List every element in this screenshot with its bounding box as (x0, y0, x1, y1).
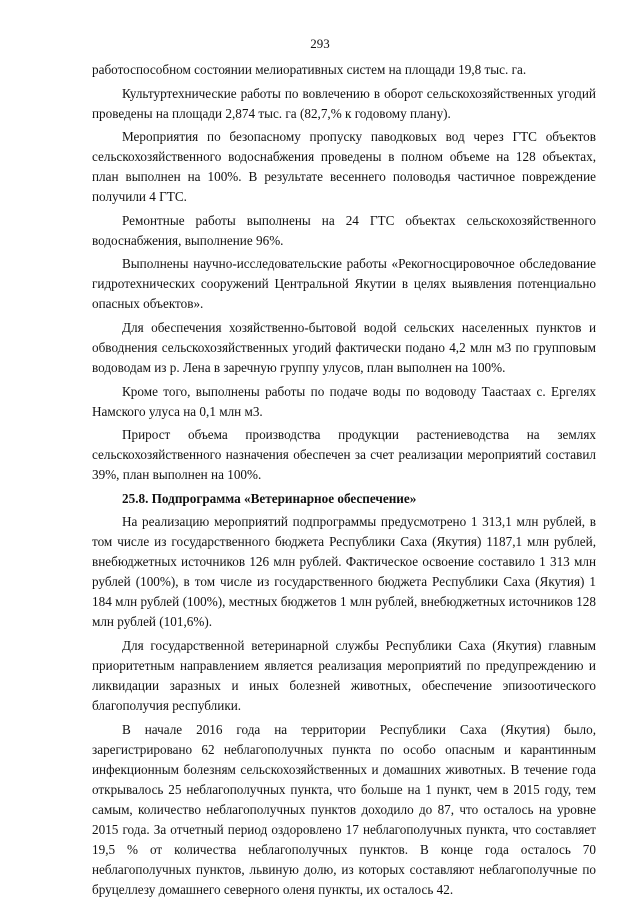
paragraph: Ремонтные работы выполнены на 24 ГТС объектах сельскохозяйственного водоснабжения, выполнение 96%. (92, 212, 596, 248)
paragraph: Выполнены научно-исследовательские работы «Рекогносцировочное обследование гидротехнических сооружений Центральной Якутии в целях выявления потенциально опасных объектов». (92, 256, 596, 312)
paragraph: Для государственной ветеринарной службы Республики Саха (Якутия) главным приоритетным направлением является реализация мероприятий по предупреждению и ликвидации заразных и иных болезней животных, обеспечение эпизоотического благополучия республики. (92, 637, 596, 713)
paragraph: Прирост объема производства продукции растениеводства на землях сельскохозяйственного назначения обеспечен за счет реализации мероприятий составил 39%, план выполнен на 100%. (92, 427, 596, 483)
paragraph: Мероприятия по безопасному пропуску паводковых вод через ГТС объектов сельскохозяйственного водоснабжения проведены в полном объеме на 128 объектах, план выполнен на 100%. В результате весеннего половодья частичное повреждение получили 4 ГТС. (92, 129, 596, 205)
paragraph: Для обеспечения хозяйственно-бытовой водой сельских населенных пунктов и обводнения сельскохозяйственных угодий фактически подано 4,2 млн м3 по групповым водоводам из р. Лена в заречную группу улусов, план выполнен на 100%. (92, 319, 596, 375)
page-content (92, 60, 596, 903)
paragraph: На реализацию мероприятий подпрограммы предусмотрено 1 313,1 млн рублей, в том числе из государственного бюджета Республики Саха (Якутия) 1187,1 млн рублей, внебюджетных источников 126 млн рублей. Фактическое освоение составило 1 313 млн рублей (100%), в том числе из государственного бюджета Республики Саха (Якутия) 1 184 млн рублей (100%), местных бюджетов 1 млн рублей, внебюджетных источников 128 млн рублей (101,6%). (92, 514, 596, 630)
paragraph: Кроме того, выполнены работы по подаче воды по водоводу Таастаах с. Ергелях Намского улуса на 0,1 млн м3. (92, 383, 596, 419)
section-heading: 25.8. Подпрограмма «Ветеринарное обеспечение» (122, 490, 417, 506)
paragraph: Культуртехнические работы по вовлечению в оборот сельскохозяйственных угодий проведены на площади 2,874 тыс. га (82,7,% к годовому плану). (92, 85, 596, 121)
paragraph: В начале 2016 года на территории Республики Саха (Якутия) было, зарегистрировано 62 неблагополучных пункта по особо опасным и карантинным инфекционным болезням сельскохозяйственных и домашних животных. В течение года открывалось 25 неблагополучных пункта, что больше на 1 пункт, чем в 2015 году, тем самым, количество неблагополучных пунктов доходило до 87, что осталось на уровне 2015 года. За отчетный период оздоровлено 17 неблагополучных пункта, что составляет 19,5 % от количества неблагополучных пунктов. В конце года осталось 70 неблагополучных пунктов, львиную долю, из которых составляют неблагополучные по бруцеллезу домашнего северного оленя пункты, их осталось 42. (92, 721, 596, 897)
paragraph: работоспособном состоянии мелиоративных систем на площади 19,8 тыс. га. (92, 62, 527, 77)
page-number: 293 (310, 36, 330, 51)
